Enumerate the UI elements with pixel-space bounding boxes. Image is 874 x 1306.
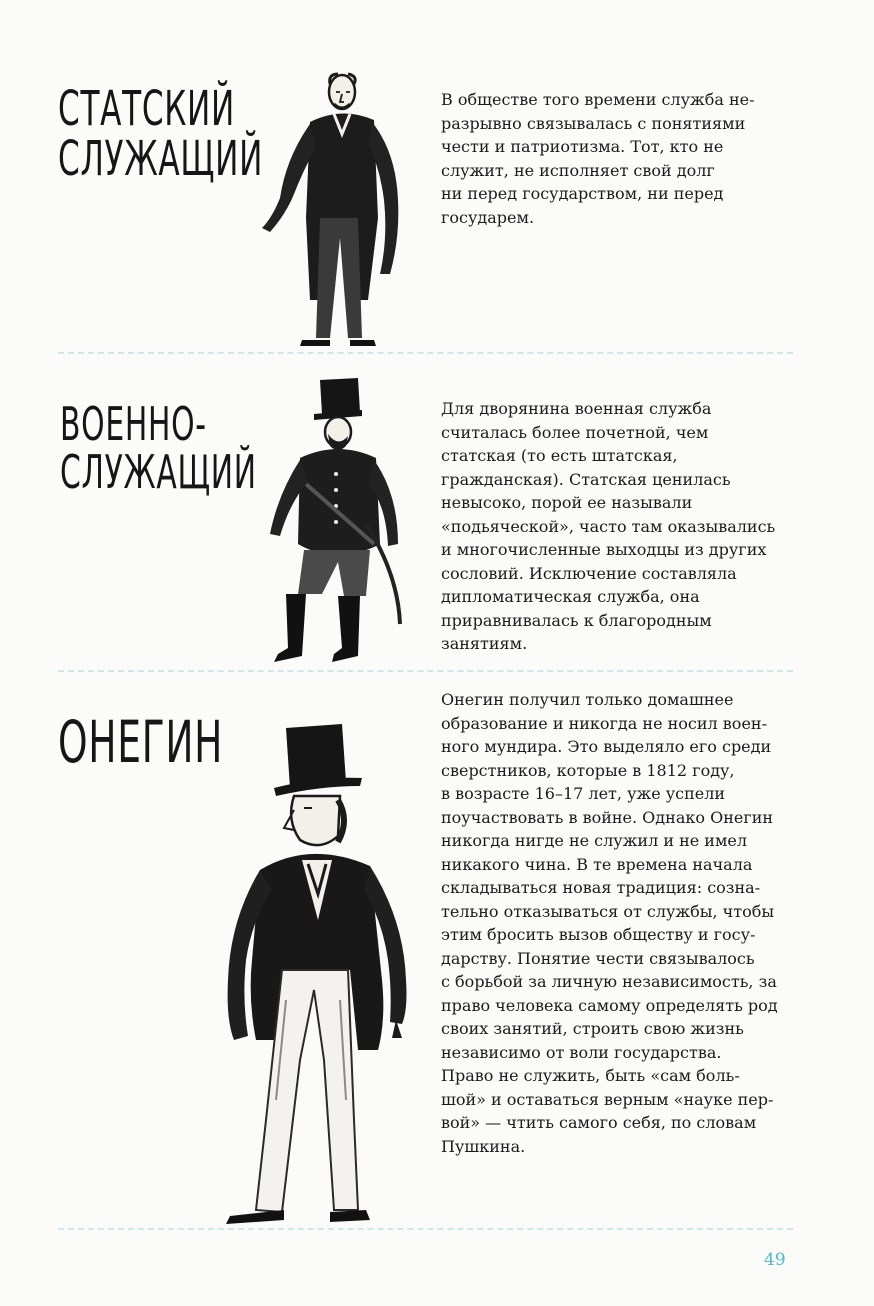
- section-text: В обществе того времени служба не- разрывно связывалась с понятиями чести и патриотизма. Тот, кто не служит, не исполняет свой долг ни перед государством, ни перед государем.: [441, 90, 755, 227]
- title-line: ОНЕГИН: [58, 708, 224, 776]
- military-servant-illustration: [248, 374, 418, 670]
- onegin-illustration: [190, 720, 420, 1232]
- title-line: ВОЕННО-: [60, 397, 207, 451]
- section-title-military-servant: [60, 397, 257, 500]
- title-line: СТАТСКИЙ: [58, 81, 236, 137]
- section-divider: [58, 1228, 793, 1230]
- civil-servant-illustration: [250, 68, 420, 350]
- title-line: СЛУЖАЩИЙ: [60, 445, 257, 500]
- page-number: 49: [764, 1250, 786, 1270]
- section-text: Для дворянина военная служба считалась более почетной, чем статская (то есть штатская, гражданская). Статская ценилась невысоко, порой ее называли «подьяческой», часто там оказывались и многочисленные выходцы из других сословий. Исключение составляла дипломатическая служба, она приравнивалась к благородным занятиям.: [441, 399, 776, 653]
- section-divider: [58, 352, 793, 354]
- section-divider: [58, 670, 793, 672]
- section-title-civil-servant: [58, 81, 264, 188]
- title-line: СЛУЖАЩИЙ: [58, 131, 264, 188]
- section-text: Онегин получил только домашнее образование и никогда не носил воен- ного мундира. Это выделяло его среди сверстников, которые в 1812 году, в возрасте 16–17 лет, уже успели поучаствовать в войне. Однако Онегин никогда нигде не служил и не имел никакого чина. В те времена начала складываться новая традиция: созна- тельно отказываться от службы, чтобы этим бросить вызов обществу и госу- дарству. Понятие чести связывалось с борьбой за личную независимость, за право человека самому определять род своих занятий, строить свою жизнь независимо от воли государства. Право не служить, быть «сам боль- шой» и оставаться верным «науке пер- вой» — чтить самого себя, по словам Пушкина.: [441, 690, 778, 1156]
